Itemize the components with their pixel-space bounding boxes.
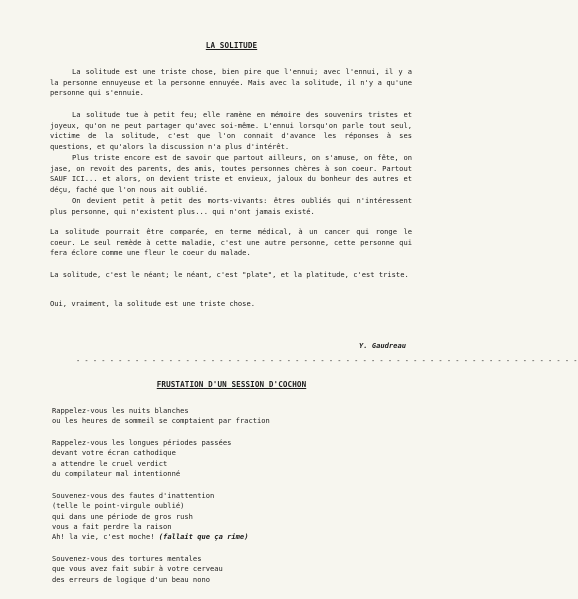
poem-line: Rappelez-vous les longues périodes passées bbox=[52, 438, 232, 447]
poem-line-text: Ah! la vie, c'est moche! bbox=[52, 532, 155, 542]
paragraph: La solitude tue à petit feu; elle ramène en mémoire des souvenirs tristes et joyeux, qu'on ne peut partager qu'avec soi-même. L'ennui lorsqu'on parle tout seul, victime de la solitude, c'est que l'on connait d'avance les réponses à ses questions, et qu'alors la discussion n'a plus d'intérêt. bbox=[50, 110, 412, 151]
poem-line: Rappelez-vous les nuits blanches bbox=[52, 406, 189, 415]
poem-line: du compilateur mal intentionné bbox=[52, 468, 181, 478]
paragraph: La solitude est une triste chose, bien pire que l'ennui; avec l'ennui, il y a la personne ennuyeuse et la personne ennuyée. Mais avec la solitude, il n'y a qu'une personne qui s'ennuie. bbox=[50, 67, 412, 98]
poem-line: (telle le point-virgule oublié) bbox=[52, 501, 185, 511]
article-title: LA SOLITUDE bbox=[205, 41, 258, 50]
poem-stanza bbox=[52, 438, 432, 479]
author-signature: Y. Gaudreau bbox=[359, 341, 406, 350]
paragraph: La solitude pourrait être comparée, en terme médical, à un cancer qui ronge le coeur. Le seul remède à cette maladie, c'est une autre personne, cette personne qui fera éclore comme une fleur le coeur du malade. bbox=[50, 227, 412, 258]
poem-line: ou les heures de sommeil se comptaient par fraction bbox=[52, 416, 270, 426]
poem-line: qui dans une période de gros rush bbox=[52, 511, 193, 521]
poem-stanza bbox=[52, 491, 432, 542]
poem-line: vous a fait perdre la raison bbox=[52, 521, 172, 531]
paragraph: La solitude, c'est le néant; le néant, c'est "plate", et la platitude, c'est triste. bbox=[50, 270, 409, 279]
poem-line: Souvenez-vous des tortures mentales bbox=[52, 554, 202, 563]
article-title: FRUSTATION D'UN SESSION D'COCHON bbox=[156, 380, 307, 389]
poem-line: que vous avez fait subir à votre cerveau bbox=[52, 564, 223, 574]
poem-stanza bbox=[52, 554, 432, 585]
paragraph: Plus triste encore est de savoir que partout ailleurs, on s'amuse, on fête, on jase, on revoit des parents, des amis, toutes personnes chères à son coeur. Partout SAUF ICI... et alors, on devient triste et envieux, jaloux du bonheur des autres et déçu, faché que l'on nous ait oublié. bbox=[50, 153, 412, 194]
poem-line: a attendre le cruel verdict bbox=[52, 458, 168, 468]
poem-line: devant votre écran cathodique bbox=[52, 448, 176, 458]
paragraph: On devient petit à petit des morts-vivants: êtres oubliés qui n'intéressent plus personne, qui n'existent plus... qui n'ont jamais existé. bbox=[50, 196, 412, 216]
section-divider: - - - - - - - - - - - - - - - - - - - - - - - - - - - - - - - - - - - - - - - - - - - - - - - - - - - - - - - - - - - - bbox=[76, 357, 578, 365]
poem-line: des erreurs de logique d'un beau nono bbox=[52, 574, 211, 584]
poem-stanza bbox=[52, 406, 432, 427]
poem-line: Souvenez-vous des fautes d'inattention bbox=[52, 491, 215, 500]
poem-line bbox=[52, 532, 432, 542]
poem-aside: (fallait que ça rime) bbox=[158, 532, 249, 542]
paragraph: Oui, vraiment, la solitude est une triste chose. bbox=[50, 299, 255, 308]
